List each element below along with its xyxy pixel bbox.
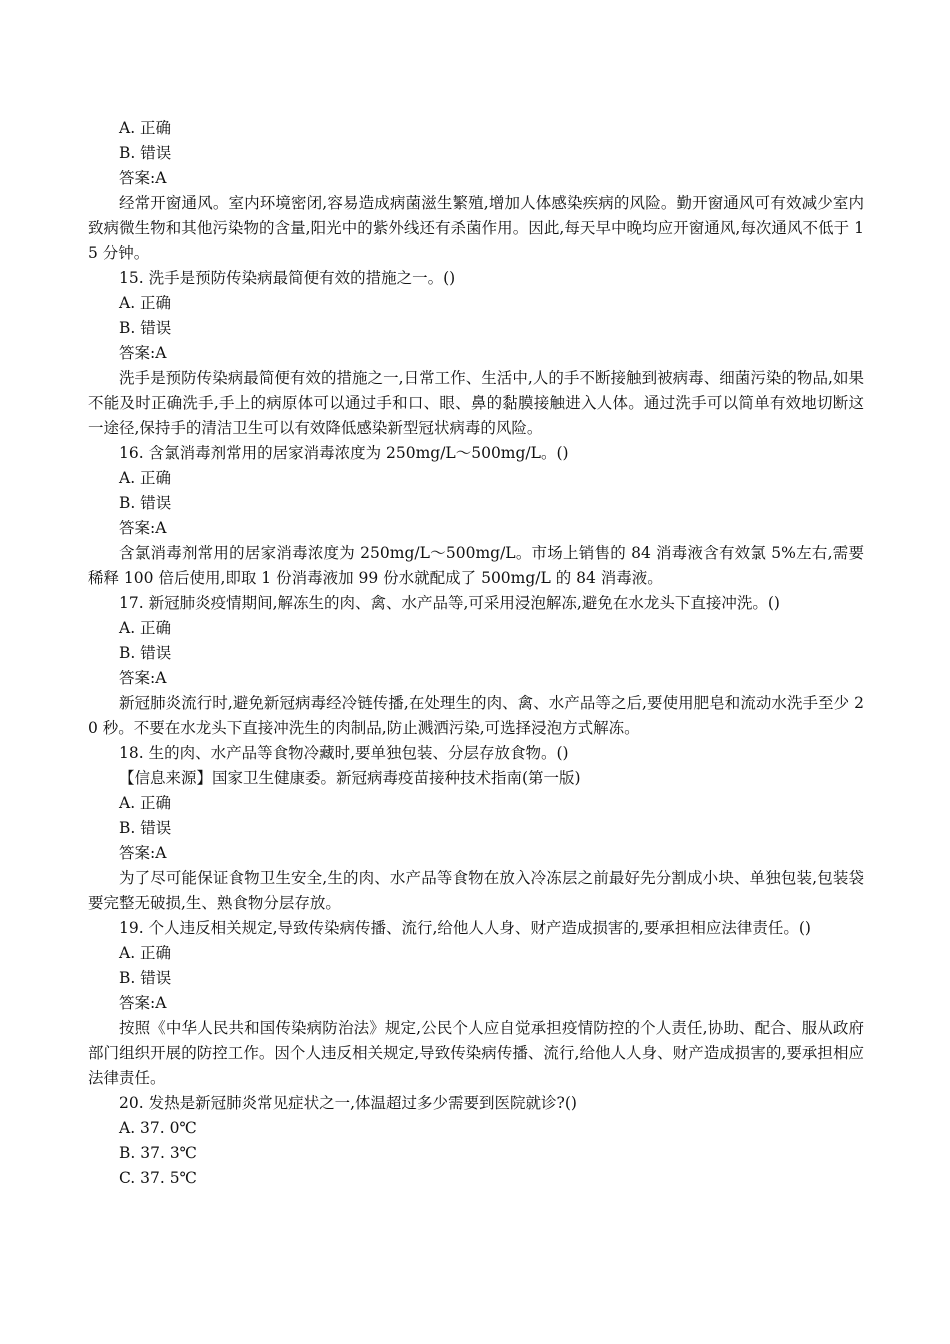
option-b: B. 错误	[119, 144, 172, 162]
option-b: B. 37. 3℃	[119, 1144, 198, 1162]
document-body	[88, 116, 864, 1191]
answer: 答案:A	[119, 519, 167, 537]
explanation-16: 含氯消毒剂常用的居家消毒浓度为 250mg/L～500mg/L。市场上销售的 84 消毒液含有效氯 5%左右,需要稀释 100 倍后使用,即取 1 份消毒液加 99 份水就配成了 500mg/L 的 84 消毒液。	[88, 544, 864, 587]
option-a: A. 正确	[119, 619, 172, 637]
explanation-19: 按照《中华人民共和国传染病防治法》规定,公民个人应自觉承担疫情防控的个人责任,协助、配合、服从政府部门组织开展的防控工作。因个人违反相关规定,导致传染病传播、流行,给他人人身、财产造成损害的,要承担相应法律责任。	[88, 1019, 864, 1087]
explanation-14: 经常开窗通风。室内环境密闭,容易造成病菌滋生繁殖,增加人体感染疾病的风险。勤开窗通风可有效减少室内致病微生物和其他污染物的含量,阳光中的紫外线还有杀菌作用。因此,每天早中晚均应开窗通风,每次通风不低于 15 分钟。	[88, 194, 864, 262]
option-b: B. 错误	[119, 969, 172, 987]
answer: 答案:A	[119, 169, 167, 187]
option-a: A. 37. 0℃	[119, 1119, 197, 1137]
option-c: C. 37. 5℃	[119, 1169, 197, 1187]
answer: 答案:A	[119, 669, 167, 687]
explanation-17: 新冠肺炎流行时,避免新冠病毒经冷链传播,在处理生的肉、禽、水产品等之后,要使用肥皂和流动水洗手至少 20 秒。不要在水龙头下直接冲洗生的肉制品,防止溅洒污染,可选择浸泡方式解冻。	[88, 694, 864, 737]
option-b: B. 错误	[119, 819, 172, 837]
answer: 答案:A	[119, 844, 167, 862]
option-a: A. 正确	[119, 944, 172, 962]
option-b: B. 错误	[119, 494, 172, 512]
question-19: 19. 个人违反相关规定,导致传染病传播、流行,给他人人身、财产造成损害的,要承担相应法律责任。()	[119, 919, 811, 937]
explanation-18: 为了尽可能保证食物卫生安全,生的肉、水产品等食物在放入冷冻层之前最好先分割成小块、单独包装,包装袋要完整无破损,生、熟食物分层存放。	[88, 869, 864, 912]
option-b: B. 错误	[119, 319, 172, 337]
question-20: 20. 发热是新冠肺炎常见症状之一,体温超过多少需要到医院就诊?()	[119, 1094, 577, 1112]
explanation-15: 洗手是预防传染病最简便有效的措施之一,日常工作、生活中,人的手不断接触到被病毒、细菌污染的物品,如果不能及时正确洗手,手上的病原体可以通过手和口、眼、鼻的黏膜接触进入人体。通过洗手可以简单有效地切断这一途径,保持手的清洁卫生可以有效降低感染新型冠状病毒的风险。	[88, 369, 864, 437]
option-a: A. 正确	[119, 294, 172, 312]
option-a: A. 正确	[119, 794, 172, 812]
question-17: 17. 新冠肺炎疫情期间,解冻生的肉、禽、水产品等,可采用浸泡解冻,避免在水龙头下直接冲洗。()	[119, 594, 780, 612]
question-16: 16. 含氯消毒剂常用的居家消毒浓度为 250mg/L～500mg/L。()	[119, 444, 569, 462]
question-18: 18. 生的肉、水产品等食物冷藏时,要单独包装、分层存放食物。()	[119, 744, 569, 762]
question-15: 15. 洗手是预防传染病最简便有效的措施之一。()	[119, 269, 456, 287]
option-b: B. 错误	[119, 644, 172, 662]
option-a: A. 正确	[119, 469, 172, 487]
answer: 答案:A	[119, 344, 167, 362]
info-source: 【信息来源】国家卫生健康委。新冠病毒疫苗接种技术指南(第一版)	[119, 769, 581, 787]
answer: 答案:A	[119, 994, 167, 1012]
option-a: A. 正确	[119, 119, 172, 137]
